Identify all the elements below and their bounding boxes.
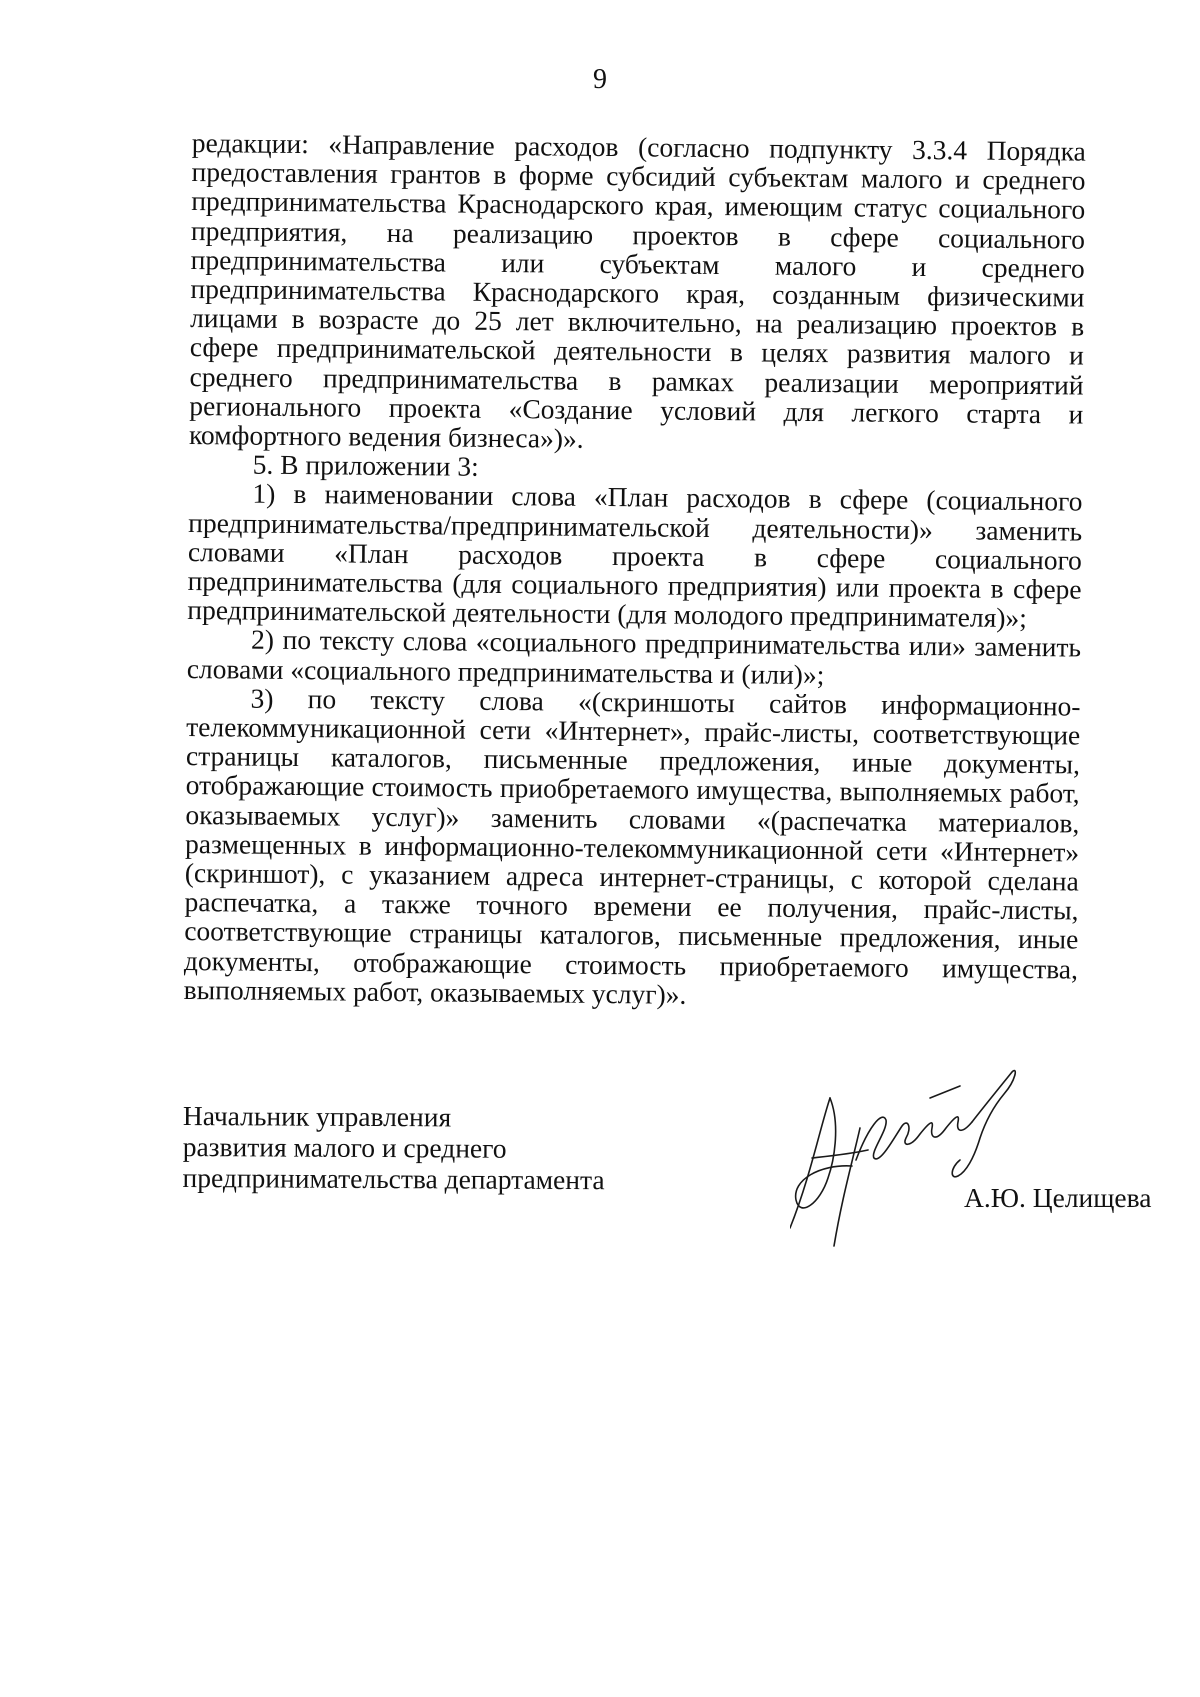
position-line: предпринимательства департамента <box>182 1161 605 1196</box>
page-number: 9 <box>593 64 607 95</box>
paragraph-subitem-3: 3) по тексту слова «(скриншоты сайтов информационно-телекоммуникационной сети «Интернет», прайс-листы, соответствующие страницы каталогов, письменные предложения, иные документы, отображающие стоимость приобретаемого имущества, выполняемых работ, оказываемых услуг)» заменить словами «(распечатка материалов, размещенных в информационно-телекоммуникационной сети «Интернет» (скриншот), с указанием адреса интернет-страницы, с которой сделана распечатка, а также точного времени ее получения, прайс-листы, соответствующие страницы каталогов, письменные предложения, иные документы, отображающие стоимость приобретаемого имущества, выполняемых работ, оказываемых услуг)». <box>183 682 1081 1010</box>
paragraph-item-5: 5. В приложении 3: <box>252 448 479 483</box>
handwritten-signature <box>790 1068 1060 1248</box>
document-body <box>184 128 1086 1013</box>
position-line: Начальник управления <box>182 1100 452 1133</box>
position-line: развития малого и среднего <box>182 1130 507 1164</box>
paragraph-subitem-2: 2) по тексту слова «социального предпринимательства или» заменить словами «социального предпринимательства и (или)»; <box>186 624 1082 690</box>
signatory-position <box>183 1100 605 1195</box>
signatory-name: А.Ю. Целищева <box>964 1182 1152 1213</box>
paragraph-subitem-1: 1) в наименовании слова «План расходов в сфере (социального предпринимательства/предпринимательской деятельности)» заменить словами «План расходов проекта в сфере социального предпринимательства (для социального предприятия) или проекта в сфере предпринимательской деятельности (для молодого предпринимателя)»; <box>187 478 1083 634</box>
paragraph-continuation: редакции: «Направление расходов (согласно подпункту 3.3.4 Порядка предоставления грантов в форме субсидий субъектам малого и среднего предпринимательства Краснодарского края, имеющим статус социального предприятия, на реализацию проектов в сфере социального предпринимательства или субъектам малого и среднего предпринимательства Краснодарского края, созданным физическими лицами в возрасте до 25 лет включительно, на реализацию проектов в сфере предпринимательской деятельности в целях развития малого и среднего предпринимательства в рамках реализации мероприятий регионального проекта «Создание условий для легкого старта и комфортного ведения бизнеса»)». <box>188 127 1086 454</box>
